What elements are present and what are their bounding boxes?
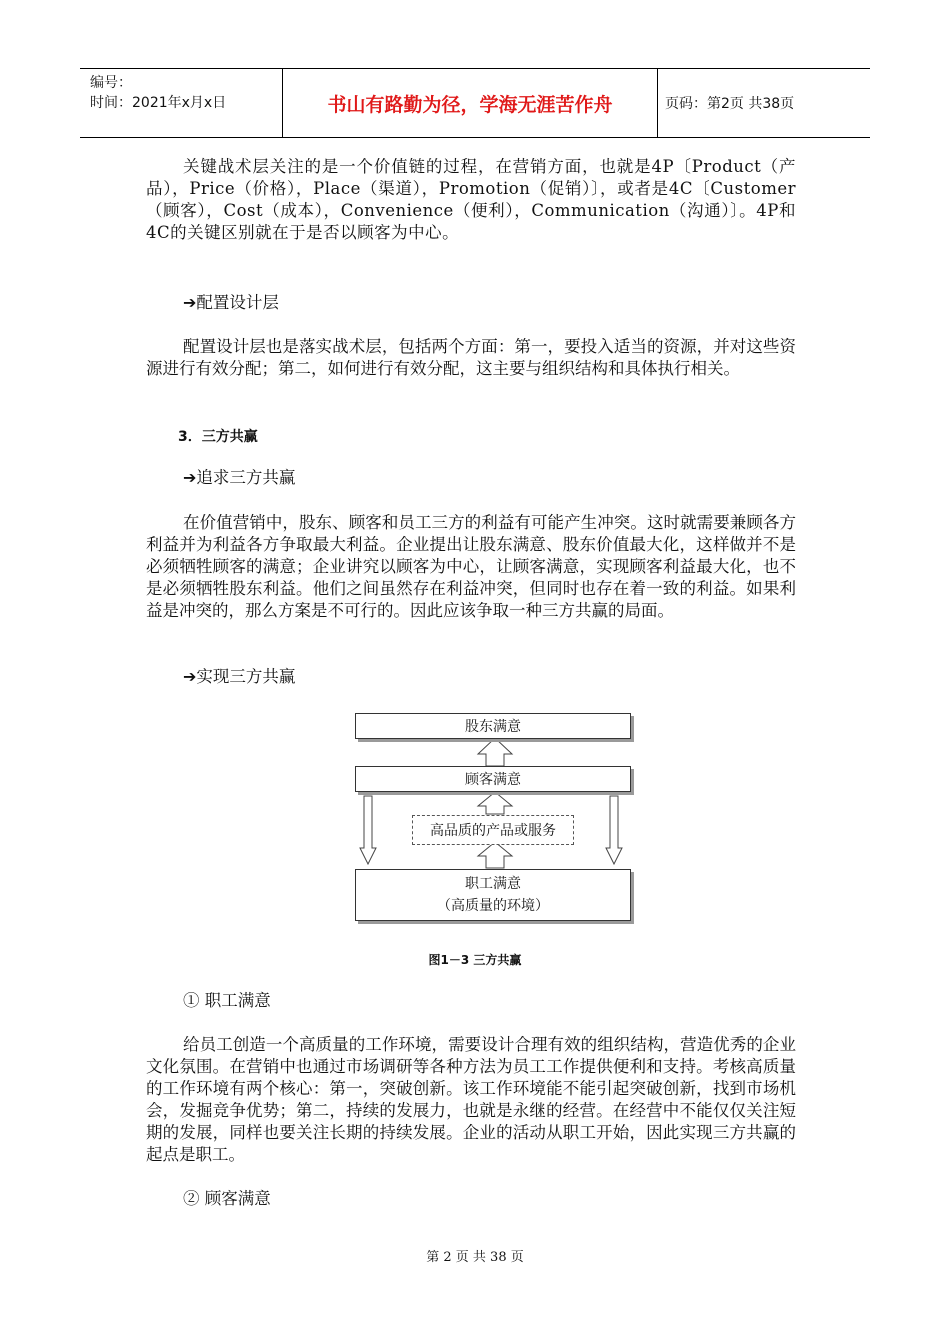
page-footer: 第 2 页 共 38 页 <box>426 1250 524 1265</box>
heading-employee-satisfaction: ① 职工满意 <box>183 991 271 1010</box>
arrow-right-icon: ➔ <box>183 468 197 487</box>
heading-text: 实现三方共赢 <box>196 667 296 686</box>
header-meta <box>80 69 282 137</box>
arrow-right-icon: ➔ <box>183 293 197 312</box>
header-page-info: 页码：第2页 共38页 <box>665 96 795 112</box>
up-arrow-icon <box>478 842 512 868</box>
box-quality-product: 高品质的产品或服务 <box>412 815 574 845</box>
paragraph-value-marketing: 在价值营销中，股东、顾客和员工三方的利益有可能产生冲突。这时就需要兼顾各方利益并为利益各方争取最大利益。企业提出让股东满意、股东价值最大化，这样做并不是必须牺牲顾客的满意；企业讲究以顾客为中心，让顾客满意，实现顾客利益最大化，也不是必须牺牲股东利益。他们之间虽然存在利益冲突，但同时也存在着一致的利益。如果利益是冲突的，那么方案是不可行的。因此应该争取一种三方共赢的局面。 <box>146 513 796 620</box>
heading-config-design <box>183 292 279 314</box>
down-arrow-icon <box>360 796 376 864</box>
paragraph-employee-satisfaction: 给员工创造一个高质量的工作环境，需要设计合理有效的组织结构，营造优秀的企业文化氛围。在营销中也通过市场调研等各种方法为员工工作提供便利和支持。考核高质量的工作环境有两个核心：第一，突破创新。该工作环境能不能引起突破创新，找到市场机会，发掘竞争优势；第二，持续的发展力，也就是永继的经营。在经营中不能仅仅关注短期的发展，同样也要关注长期的持续发展。企业的活动从职工开始，因此实现三方共赢的起点是职工。 <box>146 1035 796 1164</box>
heading-achieve-win-win <box>183 666 295 688</box>
up-arrow-icon <box>478 792 512 814</box>
heading-text: 配置设计层 <box>196 293 279 312</box>
box-employee-subtitle: （高质量的环境） <box>437 898 549 914</box>
down-arrow-icon <box>606 796 622 864</box>
heading-text: 追求三方共赢 <box>196 468 296 487</box>
paragraph-4p-4c: 关键战术层关注的是一个价值链的过程，在营销方面，也就是4P〔Product（产品），Price（价格），Place（渠道），Promotion（促销）〕，或者是4C〔Customer（顾客），Cost（成本），Convenience（便利），Communication（沟通）〕。4P和4C的关键区别就在于是否以顾客为中心。 <box>146 157 796 242</box>
box-customer: 顾客满意 <box>355 766 631 792</box>
figure-caption: 图1－3 三方共赢 <box>428 953 522 967</box>
heading-customer-satisfaction: ② 顾客满意 <box>183 1189 271 1208</box>
number-label: 编号： <box>90 75 132 91</box>
header-motto: 书山有路勤为径，学海无涯苦作舟 <box>327 93 613 116</box>
box-shareholder: 股东满意 <box>355 713 631 739</box>
section-heading: 3．三方共赢 <box>178 429 258 445</box>
box-employee <box>355 869 631 921</box>
heading-pursue-win-win <box>183 467 295 489</box>
divider <box>657 69 658 137</box>
time-label: 时间：2021年x月x日 <box>90 95 227 111</box>
paragraph-config-design: 配置设计层也是落实战术层，包括两个方面：第一，要投入适当的资源，并对这些资源进行有效分配；第二，如何进行有效分配，这主要与组织结构和具体执行相关。 <box>146 337 796 378</box>
win-win-diagram <box>350 708 640 928</box>
arrow-right-icon: ➔ <box>183 667 197 686</box>
up-arrow-icon <box>478 738 512 766</box>
page-header <box>80 68 870 138</box>
box-employee-title: 职工满意 <box>465 876 521 892</box>
